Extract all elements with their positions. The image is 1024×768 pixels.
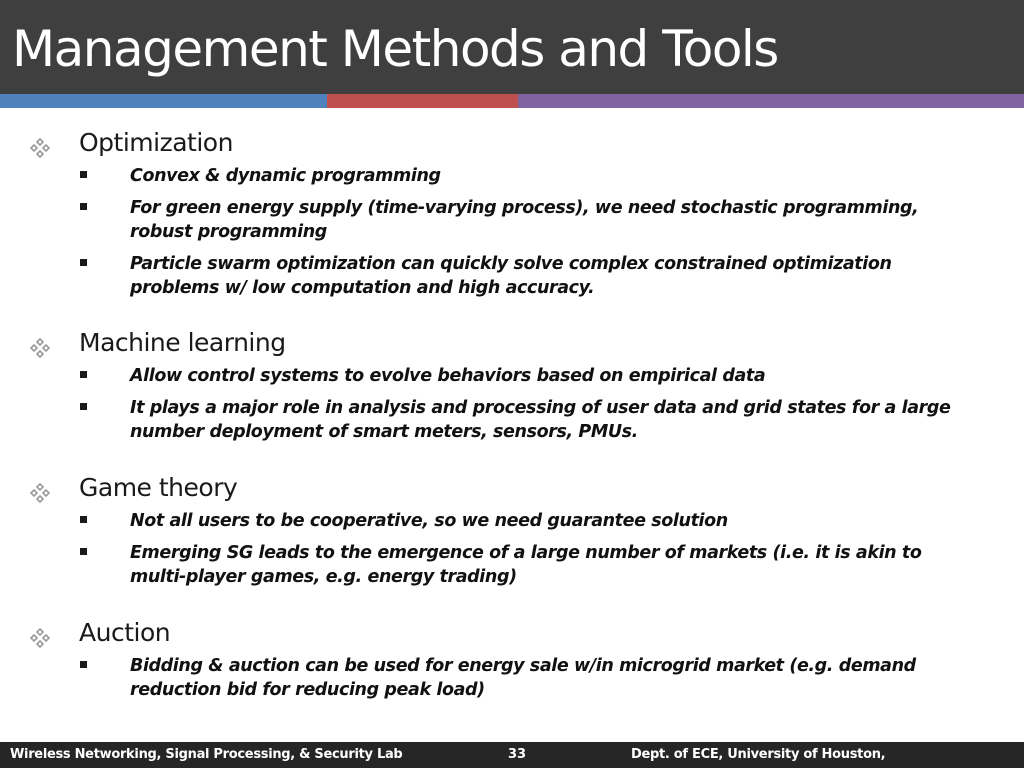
list-item xyxy=(0,164,1024,188)
slide-content xyxy=(0,108,1024,738)
square-bullet-icon xyxy=(80,371,87,378)
square-bullet-icon xyxy=(80,548,87,555)
accent-stripe-red xyxy=(327,94,518,108)
diamond-bullet-icon xyxy=(29,482,51,504)
list-item xyxy=(0,396,1024,444)
section-machine-learning xyxy=(0,328,1024,444)
footer-department: Dept. of ECE, University of Houston, xyxy=(631,747,886,762)
list-item xyxy=(0,509,1024,533)
section-heading: Machine learning xyxy=(79,328,286,357)
diamond-bullet-icon xyxy=(29,337,51,359)
list-item xyxy=(0,541,1024,589)
diamond-bullet-icon xyxy=(29,137,51,159)
list-item-text: Particle swarm optimization can quickly solve complex constrained optimization problems w/ low computation and high accuracy. xyxy=(130,254,892,298)
list-item-text: Emerging SG leads to the emergence of a large number of markets (i.e. it is akin to multi-player games, e.g. energy trading) xyxy=(130,543,922,587)
footer-lab-name: Wireless Networking, Signal Processing, & Security Lab xyxy=(10,747,403,762)
section-heading-row xyxy=(0,618,1024,654)
square-bullet-icon xyxy=(80,171,87,178)
list-item xyxy=(0,252,1024,300)
square-bullet-icon xyxy=(80,403,87,410)
section-auction xyxy=(0,618,1024,702)
diamond-bullet-icon xyxy=(29,627,51,649)
square-bullet-icon xyxy=(80,516,87,523)
section-heading: Game theory xyxy=(79,473,238,502)
list-item xyxy=(0,196,1024,244)
section-heading-row xyxy=(0,128,1024,164)
section-heading-row xyxy=(0,473,1024,509)
slide-footer xyxy=(0,742,1024,768)
list-item-text: Bidding & auction can be used for energy sale w/in microgrid market (e.g. demand reduction bid for reducing peak load) xyxy=(130,656,916,700)
list-item-text: Allow control systems to evolve behaviors based on empirical data xyxy=(130,366,766,386)
list-item xyxy=(0,364,1024,388)
section-optimization xyxy=(0,128,1024,300)
accent-stripe-purple xyxy=(518,94,1024,108)
page-number: 33 xyxy=(508,747,527,762)
list-item xyxy=(0,654,1024,702)
list-item-text: Convex & dynamic programming xyxy=(130,166,441,186)
square-bullet-icon xyxy=(80,259,87,266)
slide-title: Management Methods and Tools xyxy=(12,20,778,78)
section-game-theory xyxy=(0,473,1024,589)
section-heading: Optimization xyxy=(79,128,233,157)
list-item-text: Not all users to be cooperative, so we need guarantee solution xyxy=(130,511,728,531)
list-item-text: For green energy supply (time-varying process), we need stochastic programming, robust programming xyxy=(130,198,919,242)
accent-stripe-blue xyxy=(0,94,327,108)
list-item-text: It plays a major role in analysis and processing of user data and grid states for a large number deployment of smart meters, sensors, PMUs. xyxy=(130,398,951,442)
title-bar xyxy=(0,0,1024,94)
section-heading-row xyxy=(0,328,1024,364)
square-bullet-icon xyxy=(80,661,87,668)
section-heading: Auction xyxy=(79,618,171,647)
square-bullet-icon xyxy=(80,203,87,210)
